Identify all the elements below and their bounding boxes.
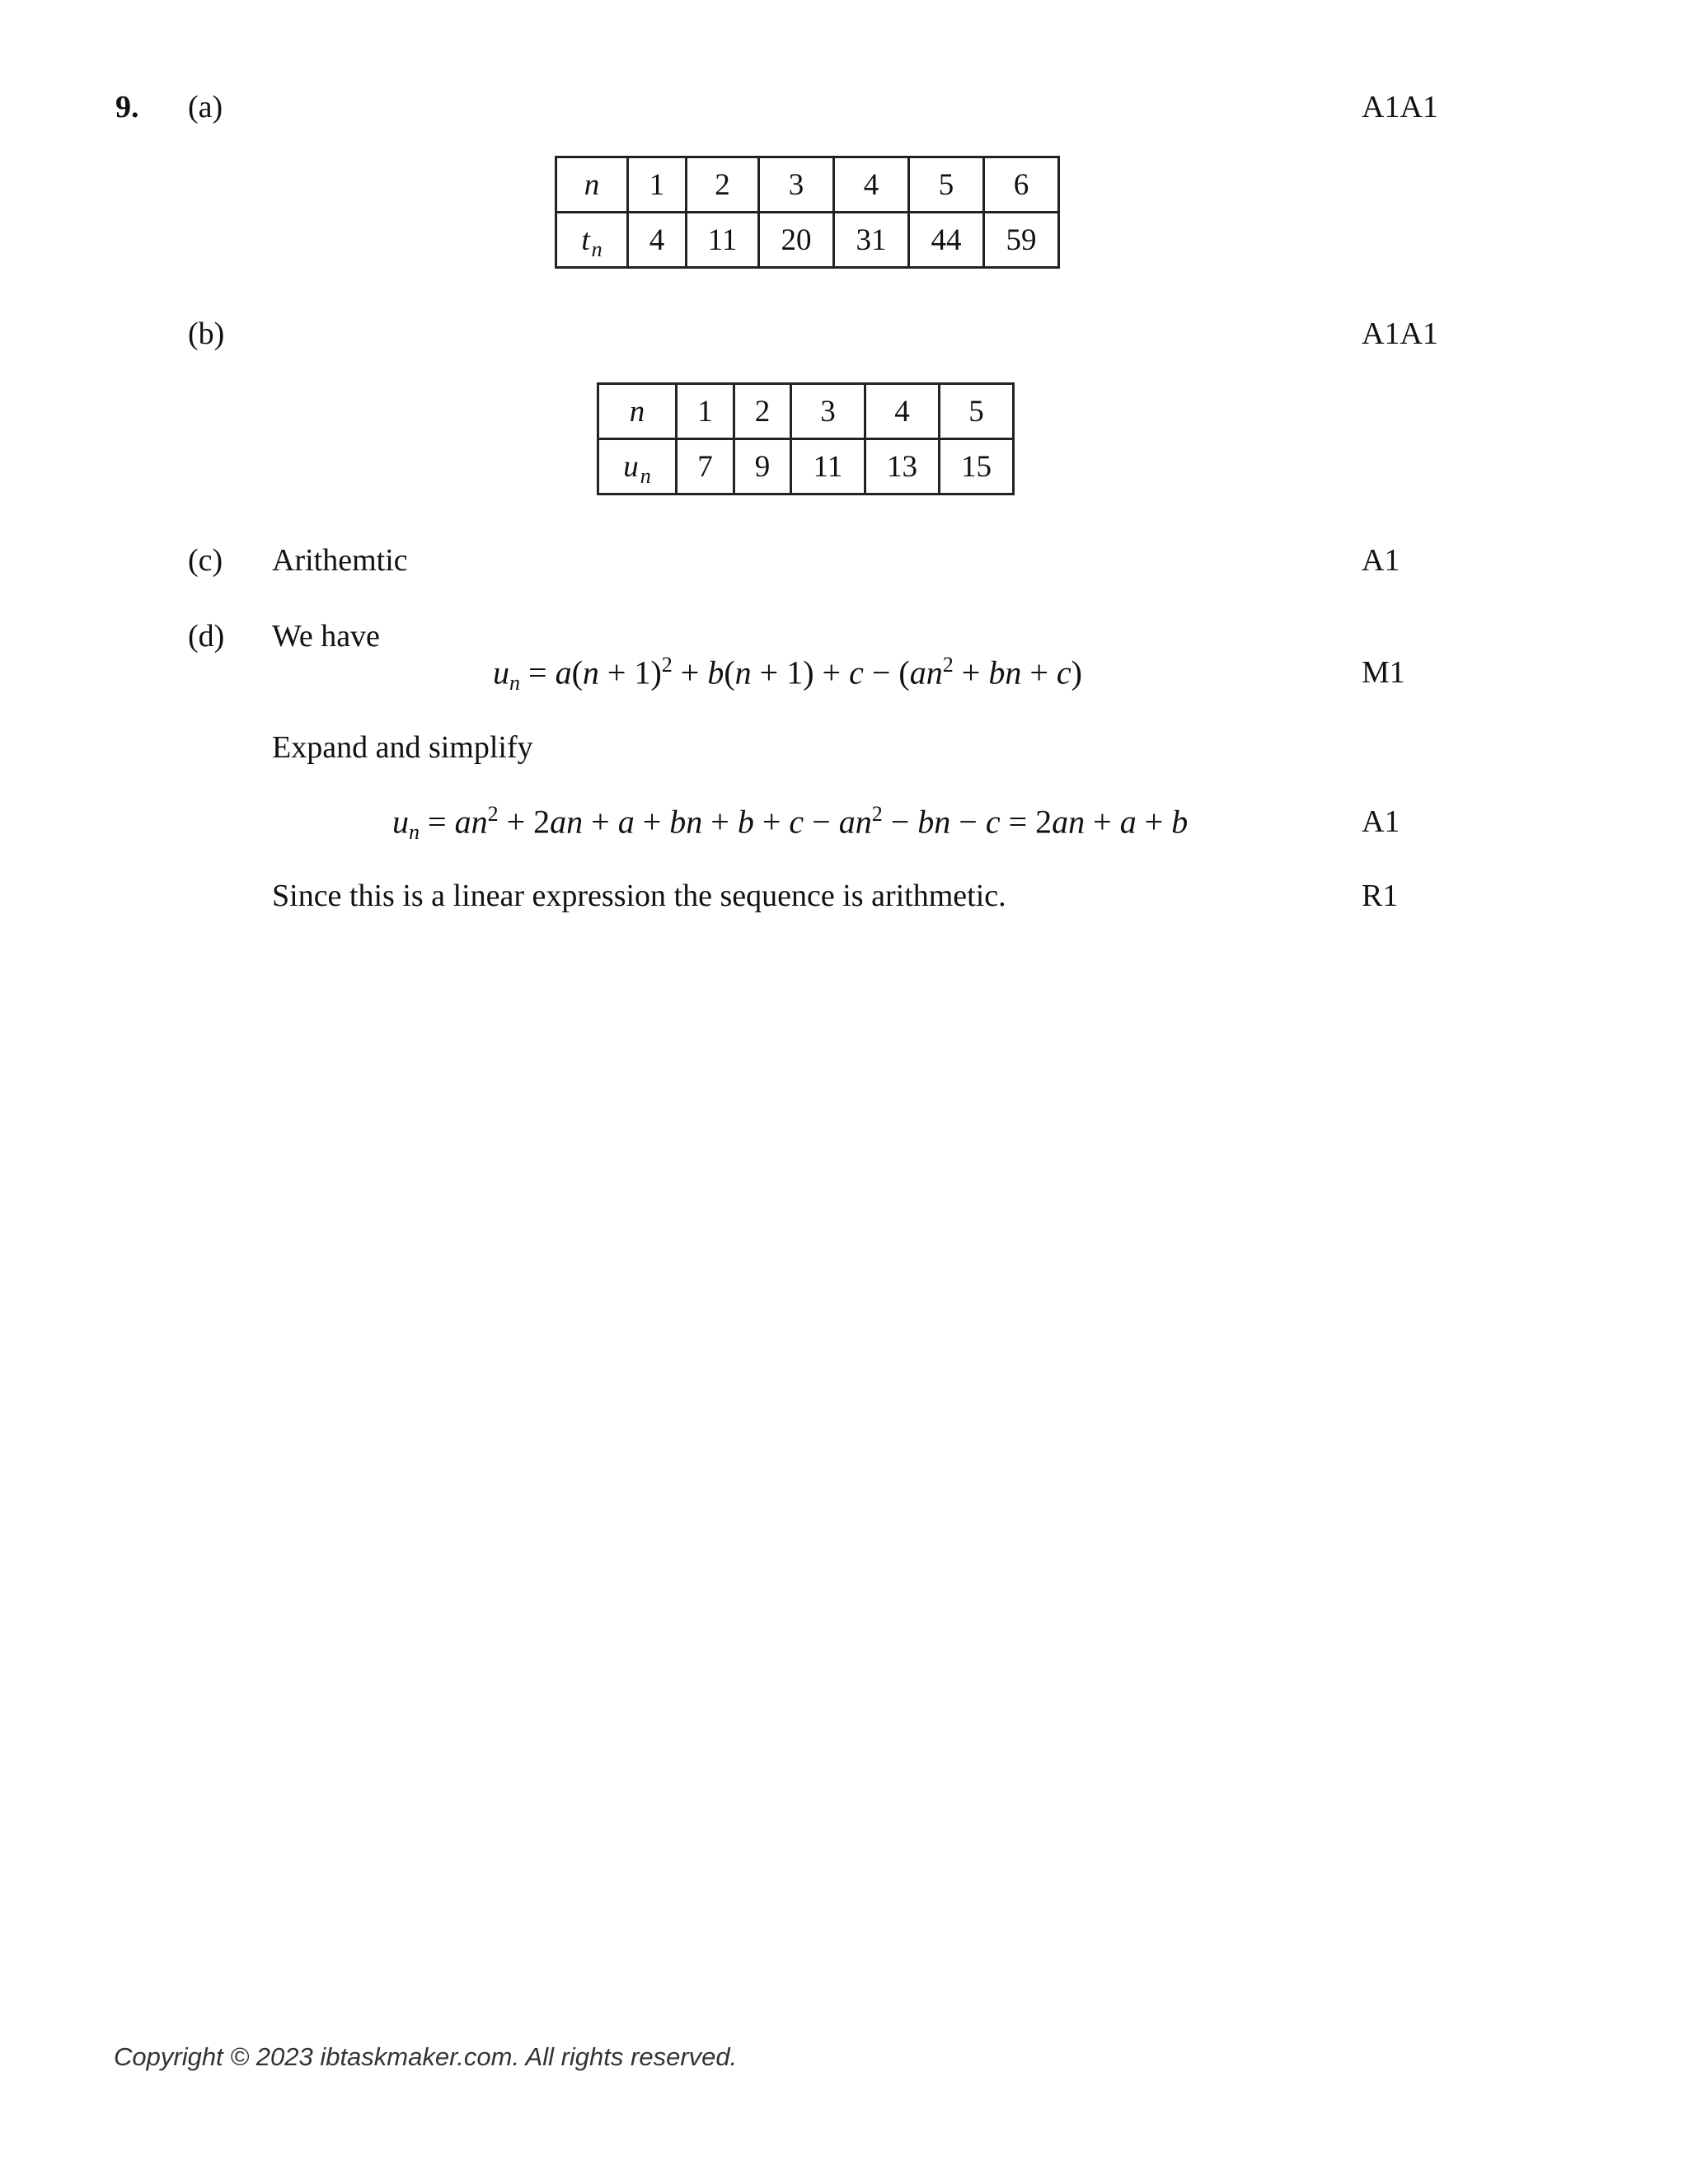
part-c-answer: Arithemtic [272,543,408,578]
table-row-n [598,384,1014,439]
table-cell: 7 [677,439,734,494]
table-cell: 4 [834,157,909,213]
equation-un-simplified: $u_n = an^2 + 2an + a$ + bn + $b + c - an^2$ − bn − c = 2an + a + b [392,802,1189,845]
table-cell: 6 [984,157,1059,213]
table-cell: 59 [984,213,1059,268]
copyright-footer: Copyright © 2023 ibtaskmaker.com. All rights reserved. [114,2042,738,2071]
table-cell: 15 [940,439,1014,494]
table-cell: 11 [687,213,759,268]
table-cell: 44 [909,213,984,268]
part-a-marks: A1A1 [1362,90,1438,124]
table-cell: 11 [791,439,865,494]
table-cell: 2 [687,157,759,213]
table-header-cell: $u_n$ [598,439,677,494]
table-cell: 3 [791,384,865,439]
table-row-t [556,213,1059,268]
part-d-intro: We have [272,619,380,654]
table-cell: 31 [834,213,909,268]
conclusion-marks: R1 [1362,879,1399,913]
table-header-cell: n [556,157,628,213]
table-cell: 1 [677,384,734,439]
table-row-u [598,439,1014,494]
sequence-table-u [597,382,1015,495]
table-header-cell: n [598,384,677,439]
table-cell: 13 [865,439,940,494]
equation2-marks: A1 [1362,804,1400,839]
table-row-n [556,157,1059,213]
table-header-cell: $t_n$ [556,213,628,268]
question-number: 9. [115,90,139,124]
expand-text: Expand and simplify [272,730,533,765]
table-cell: 20 [759,213,834,268]
equation1-marks: M1 [1362,655,1405,690]
part-a-label: (a) [188,90,223,124]
table-cell: 2 [734,384,791,439]
part-c-marks: A1 [1362,543,1400,578]
table-cell: 9 [734,439,791,494]
table-cell: 5 [909,157,984,213]
part-c-label: (c) [188,543,223,578]
equation-un-definition: $u_n = a(n + 1)^2 + b(n + 1) + c - (an^2$ + bn + c) [493,653,1082,696]
table-cell: 1 [628,157,687,213]
part-b-label: (b) [188,316,225,351]
table-cell: 3 [759,157,834,213]
part-d-label: (d) [188,619,225,654]
table-cell: 4 [865,384,940,439]
sequence-table-t [555,156,1060,269]
part-b-marks: A1A1 [1362,316,1438,351]
conclusion-text: Since this is a linear expression the sequence is arithmetic. [272,879,1006,913]
table-cell: 4 [628,213,687,268]
table-cell: 5 [940,384,1014,439]
